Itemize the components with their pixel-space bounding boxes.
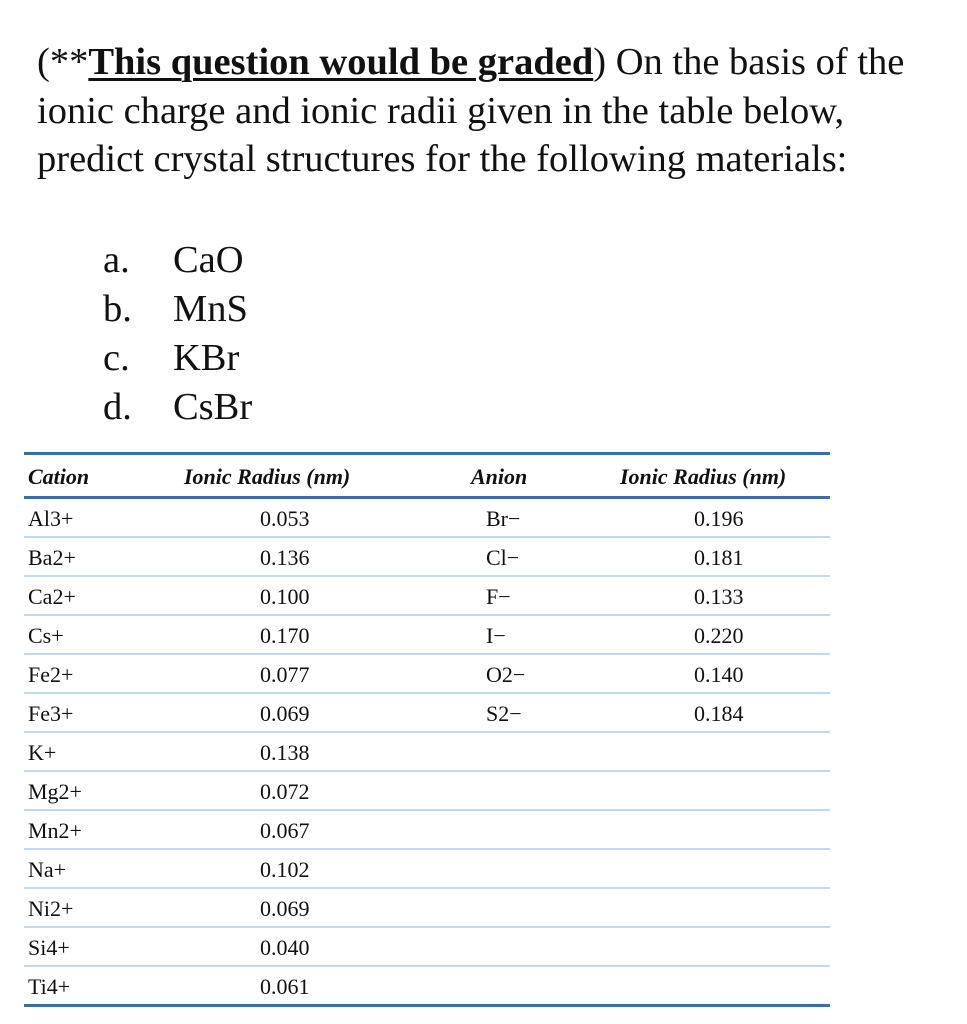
cation-cell: Al3+	[28, 506, 74, 531]
cation-radius-cell: 0.136	[260, 545, 310, 570]
header-cation: Cation	[28, 464, 90, 489]
table-row	[24, 928, 830, 967]
question-close-paren: )	[593, 41, 607, 83]
cation-cell: Ba2+	[28, 545, 76, 570]
cation-radius-cell: 0.061	[260, 974, 310, 999]
table-row	[24, 772, 830, 811]
choice-item	[103, 383, 252, 432]
cation-radius-cell: 0.170	[260, 623, 310, 648]
anion-cell: I−	[486, 623, 506, 648]
cation-cell: Ti4+	[28, 974, 71, 999]
cation-cell: Ca2+	[28, 584, 76, 609]
cation-radius-cell: 0.067	[260, 818, 310, 843]
cation-cell: Mn2+	[28, 818, 82, 843]
question-text	[37, 38, 947, 184]
anion-cell: F−	[486, 584, 511, 609]
cation-cell: Mg2+	[28, 779, 82, 804]
choice-formula: CsBr	[173, 386, 253, 428]
anion-radius-cell: 0.220	[694, 623, 744, 648]
cation-radius-cell: 0.040	[260, 935, 310, 960]
cation-cell: Ni2+	[28, 896, 74, 921]
table-body	[24, 499, 830, 1004]
header-anion: Anion	[471, 464, 528, 489]
cation-radius-cell: 0.138	[260, 740, 310, 765]
cation-cell: Na+	[28, 857, 67, 882]
anion-cell: S2−	[486, 701, 522, 726]
ionic-radius-table	[24, 452, 830, 1007]
table-header-row	[24, 455, 830, 496]
table-row	[24, 538, 830, 577]
question-body: On the basis of the ionic charge and ionic radii given in the table below, predict crystal structures for the following materials:	[37, 41, 905, 180]
table-row	[24, 694, 830, 733]
anion-radius-cell: 0.184	[694, 701, 744, 726]
table-row	[24, 616, 830, 655]
cation-radius-cell: 0.072	[260, 779, 310, 804]
choice-formula: CaO	[173, 239, 244, 281]
cation-radius-cell: 0.069	[260, 701, 310, 726]
choice-letter: b.	[103, 288, 132, 330]
anion-radius-cell: 0.196	[694, 506, 744, 531]
anion-radius-cell: 0.133	[694, 584, 744, 609]
cation-radius-cell: 0.053	[260, 506, 310, 531]
choice-letter: c.	[103, 337, 130, 379]
cation-radius-cell: 0.069	[260, 896, 310, 921]
table-row	[24, 655, 830, 694]
cation-radius-cell: 0.102	[260, 857, 310, 882]
cation-cell: Fe3+	[28, 701, 74, 726]
table-row	[24, 577, 830, 616]
header-anion-radius: Ionic Radius (nm)	[620, 464, 787, 489]
choice-letter: d.	[103, 386, 132, 428]
cation-cell: Si4+	[28, 935, 70, 960]
cation-cell: K+	[28, 740, 57, 765]
anion-radius-cell: 0.181	[694, 545, 744, 570]
table-row	[24, 889, 830, 928]
choice-formula: MnS	[173, 288, 248, 330]
table-row	[24, 499, 830, 538]
cation-radius-cell: 0.077	[260, 662, 310, 687]
table-bottom-rule	[24, 1004, 830, 1007]
question-prefix: (**	[37, 41, 89, 83]
table-row	[24, 850, 830, 889]
table-row	[24, 811, 830, 850]
anion-cell: O2−	[486, 662, 526, 687]
cation-cell: Cs+	[28, 623, 64, 648]
choice-formula: KBr	[173, 337, 240, 379]
choice-item	[103, 334, 252, 383]
choice-letter: a.	[103, 239, 130, 281]
choice-item	[103, 285, 252, 334]
cation-cell: Fe2+	[28, 662, 74, 687]
header-cation-radius: Ionic Radius (nm)	[184, 464, 351, 489]
choice-item	[103, 236, 252, 285]
table-row	[24, 967, 830, 1004]
cation-radius-cell: 0.100	[260, 584, 310, 609]
anion-radius-cell: 0.140	[694, 662, 744, 687]
anion-cell: Cl−	[486, 545, 520, 570]
table-row	[24, 733, 830, 772]
graded-notice: This question would be graded	[88, 41, 594, 83]
anion-cell: Br−	[486, 506, 521, 531]
choice-list	[103, 236, 252, 432]
